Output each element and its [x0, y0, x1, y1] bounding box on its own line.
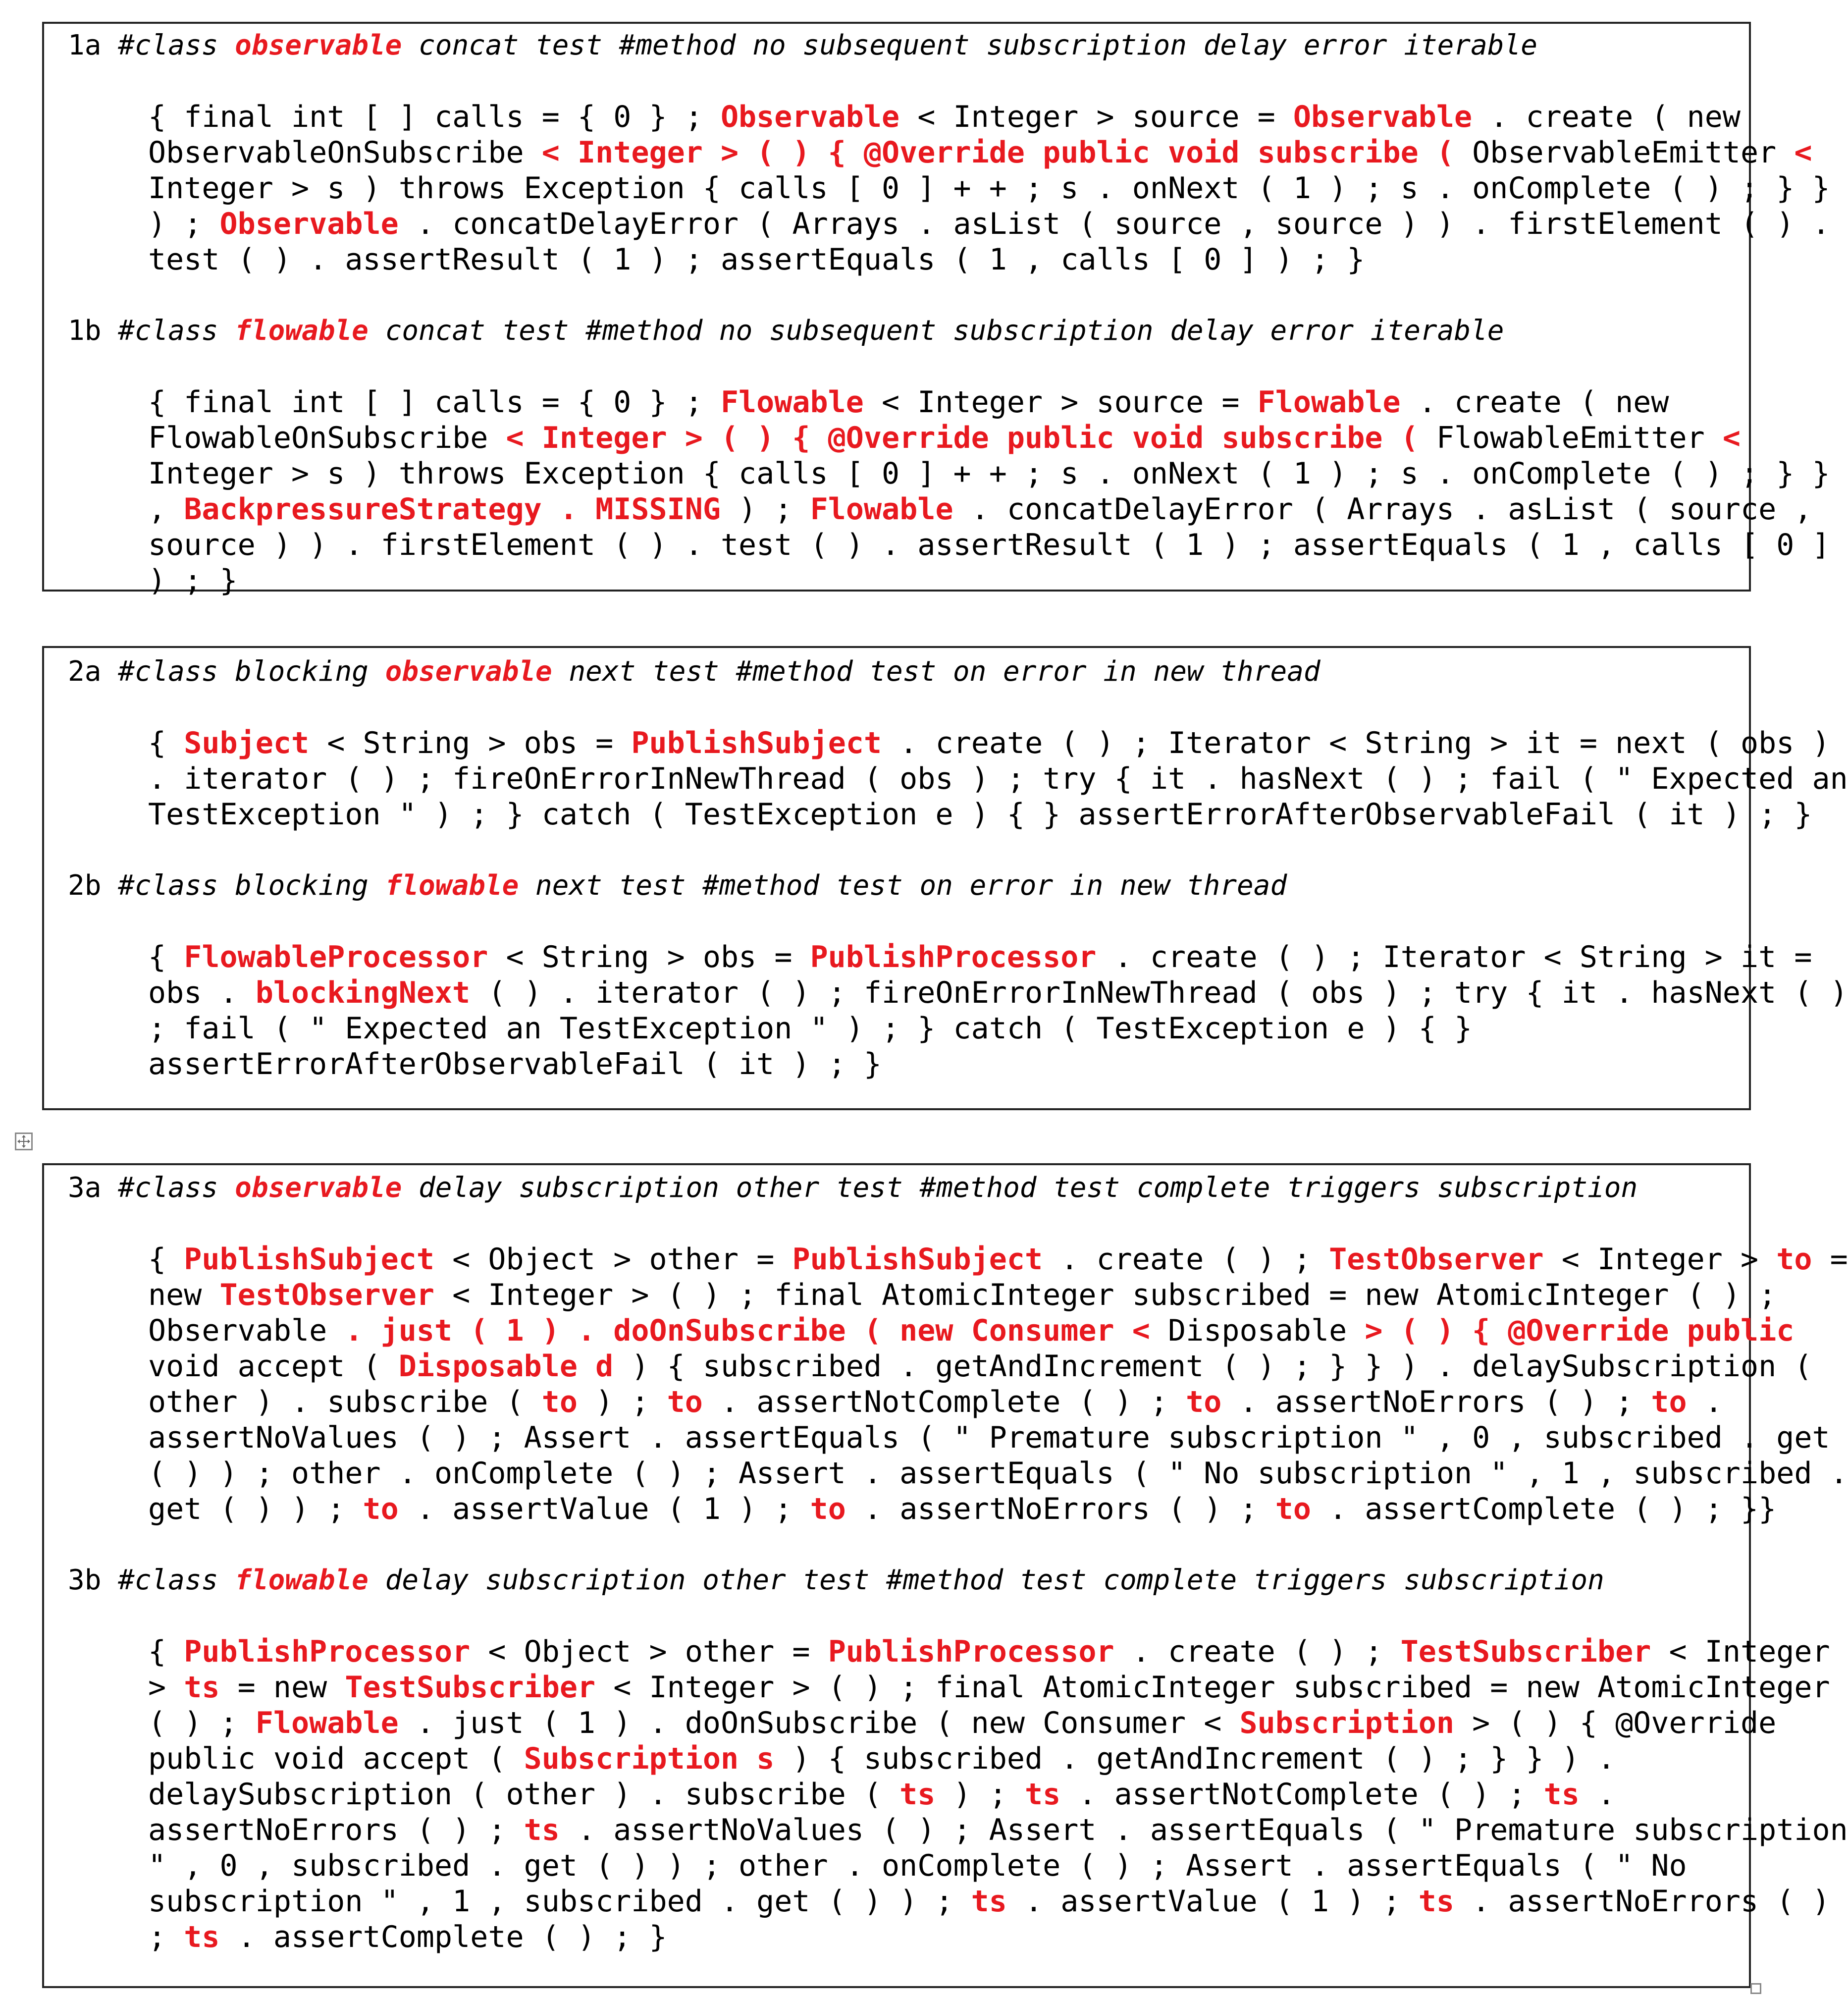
section-label: 1b — [68, 315, 102, 347]
code-block — [44, 939, 1848, 1082]
code-pair-1a — [44, 28, 1830, 277]
code-line — [148, 1384, 1729, 1420]
heading-text: #class blocking — [118, 655, 385, 688]
code-text: ; fail ( " Expected an TestException " ) ; } catch ( TestException e ) { } — [148, 1011, 1473, 1046]
code-highlight: PublishSubject — [184, 1242, 434, 1277]
code-block — [44, 1241, 1848, 1527]
code-text: other ) . subscribe ( — [148, 1385, 542, 1419]
code-text: . just ( 1 ) . doOnSubscribe ( new Consumer < — [398, 1706, 1240, 1740]
code-text: ( ) ) ; other . onComplete ( ) ; Assert . assertEquals ( " No subscription " , 1 , subscribed . — [148, 1456, 1848, 1491]
code-pair-3a — [44, 1170, 1848, 1527]
section-label: 3a — [68, 1172, 102, 1204]
section-heading — [44, 28, 1749, 63]
code-text: . iterator ( ) ; fireOnErrorInNewThread ( obs ) ; try { it . hasNext ( ) ; fail ( " Expected an — [148, 761, 1848, 796]
section-heading — [44, 1170, 1749, 1206]
heading-keyword: flowable — [385, 869, 519, 902]
code-pair-2a — [44, 654, 1848, 832]
code-highlight: Observable — [219, 207, 399, 241]
code-line — [148, 384, 1729, 420]
code-text: Disposable — [1168, 1313, 1347, 1348]
code-highlight: Observable — [1293, 100, 1473, 134]
code-highlight: . just ( 1 ) . doOnSubscribe ( new Consumer < — [327, 1313, 1168, 1348]
code-text: . create ( new — [1400, 385, 1669, 420]
code-line — [148, 725, 1830, 761]
heading-text: #class blocking — [118, 869, 385, 902]
code-highlight: to — [1776, 1242, 1812, 1277]
code-line — [148, 491, 1812, 527]
heading-keyword: flowable — [235, 315, 369, 347]
code-block — [44, 725, 1848, 832]
code-line — [148, 1491, 1777, 1527]
resize-handle-icon[interactable] — [1750, 1983, 1761, 1994]
code-highlight: > ( ) { @Override public — [1347, 1313, 1795, 1348]
code-text: . concatDelayError ( Arrays . asList ( source , — [953, 492, 1812, 527]
code-text: < Integer > ( ) ; final AtomicInteger subscribed = new AtomicInteger ( ) ; — [434, 1278, 1777, 1312]
code-line — [148, 1705, 1777, 1741]
code-text: ) ; — [577, 1385, 667, 1419]
code-text: . create ( ) ; Iterator < String > it = next ( obs ) — [882, 726, 1830, 760]
code-highlight: ts — [184, 1670, 220, 1705]
code-highlight: blockingNext — [255, 975, 471, 1010]
section-label: 3b — [68, 1564, 102, 1596]
code-line — [148, 527, 1830, 563]
code-highlight: ts — [899, 1777, 936, 1812]
code-text: ; — [148, 1920, 184, 1954]
code-text: . — [1687, 1385, 1723, 1419]
code-pair-2b — [44, 868, 1848, 1082]
code-highlight: TestSubscriber — [345, 1670, 596, 1705]
code-text: { — [148, 940, 184, 974]
code-text: = new — [219, 1670, 345, 1705]
code-text: . create ( ) ; — [1043, 1242, 1329, 1277]
code-text: FlowableOnSubscribe — [148, 421, 488, 455]
heading-text: next test #method test on error in new thread — [552, 655, 1320, 688]
heading-text: #class — [118, 29, 235, 61]
code-line — [148, 1011, 1729, 1046]
code-highlight: PublishProcessor — [810, 940, 1097, 974]
code-text: ObservableOnSubscribe — [148, 135, 524, 170]
code-highlight: Observable — [720, 100, 900, 134]
code-text: = — [1812, 1242, 1848, 1277]
code-highlight: Flowable — [1257, 385, 1401, 420]
code-text: . assertNotComplete ( ) ; — [1060, 1777, 1544, 1812]
heading-text: delay subscription other test #method test complete triggers subscription — [402, 1172, 1638, 1204]
code-text: < Integer > — [1543, 1242, 1777, 1277]
code-text: TestException " ) ; } catch ( TestException e ) { } assertErrorAfterObservableFail ( it ) ; } — [148, 797, 1812, 832]
code-highlight: to — [1651, 1385, 1687, 1419]
comparison-box-3 — [42, 1163, 1848, 1988]
code-highlight: Subscription — [1239, 1706, 1455, 1740]
code-highlight: to — [667, 1385, 703, 1419]
code-highlight: to — [363, 1492, 399, 1526]
code-text: . assertComplete ( ) ; }} — [1311, 1492, 1777, 1526]
code-text: source ) ) . firstElement ( ) . test ( ) . assertResult ( 1 ) ; assertEquals ( 1 , calls [ 0 ] — [148, 528, 1830, 562]
code-text: assertErrorAfterObservableFail ( it ) ; } — [148, 1047, 882, 1081]
section-label: 2a — [68, 655, 102, 688]
code-highlight: < Integer > ( ) { @Override public void subscribe ( — [488, 421, 1436, 455]
code-text: < String > obs = — [488, 940, 810, 974]
code-text: ObservableEmitter — [1472, 135, 1777, 170]
code-text: FlowableEmitter — [1436, 421, 1705, 455]
heading-keyword: flowable — [235, 1564, 369, 1596]
code-line — [148, 206, 1830, 242]
code-text: ) ; } — [148, 563, 238, 598]
code-text: . assertValue ( 1 ) ; — [1006, 1884, 1419, 1919]
code-highlight: PublishProcessor — [828, 1634, 1114, 1669]
code-highlight: ts — [524, 1813, 560, 1847]
code-text: Integer > s ) throws Exception { calls [ 0 ] + + ; s . onNext ( 1 ) ; s . onComplete ( ) ; } } — [148, 171, 1830, 206]
code-highlight: Disposable d — [398, 1349, 614, 1384]
code-text: < Integer > source = — [863, 385, 1258, 420]
code-text: . concatDelayError ( Arrays . asList ( source , source ) ) . firstElement ( ) . — [398, 207, 1830, 241]
code-text: void accept ( — [148, 1349, 399, 1384]
code-text: { — [148, 1634, 184, 1669]
code-highlight: < — [1704, 421, 1741, 455]
code-highlight: PublishSubject — [631, 726, 882, 760]
code-line — [148, 242, 1729, 277]
code-text: . assertNoValues ( ) ; Assert . assertEquals ( " Premature subscription — [559, 1813, 1848, 1847]
code-highlight: TestSubscriber — [1400, 1634, 1651, 1669]
code-line — [148, 99, 1741, 135]
section-label: 1a — [68, 29, 102, 61]
code-text: Observable — [148, 1313, 327, 1348]
code-block — [44, 1634, 1848, 1955]
code-highlight: Flowable — [810, 492, 953, 527]
code-text: . create ( new — [1472, 100, 1741, 134]
code-highlight: PublishSubject — [792, 1242, 1043, 1277]
section-heading — [44, 654, 1749, 690]
code-text: . assertComplete ( ) ; } — [219, 1920, 667, 1954]
code-text: < Integer — [1651, 1634, 1830, 1669]
heading-text: delay subscription other test #method test complete triggers subscription — [368, 1564, 1604, 1596]
code-line — [148, 1919, 1729, 1955]
code-highlight: to — [541, 1385, 578, 1419]
code-line — [148, 1634, 1830, 1670]
code-text: ( ) ; — [148, 1706, 256, 1740]
code-highlight: < Integer > ( ) { @Override public void subscribe ( — [524, 135, 1473, 170]
heading-text: concat test #method no subsequent subscription delay error iterable — [402, 29, 1537, 61]
code-text: { — [148, 1242, 184, 1277]
code-line — [148, 1456, 1848, 1491]
code-line — [148, 1777, 1729, 1812]
code-highlight: Flowable — [720, 385, 864, 420]
code-text: ) ; — [148, 207, 220, 241]
code-line — [148, 420, 1741, 456]
code-text: { final int [ ] calls = { 0 } ; — [148, 385, 721, 420]
code-line — [148, 975, 1848, 1011]
code-line — [148, 1884, 1830, 1919]
code-pair-1b — [44, 313, 1830, 598]
code-block — [44, 384, 1830, 598]
code-line — [148, 1848, 1729, 1884]
move-arrows-icon[interactable] — [15, 1133, 33, 1150]
code-highlight: TestObserver — [219, 1278, 434, 1312]
code-line — [148, 1277, 1777, 1313]
code-line — [148, 1313, 1795, 1349]
code-line — [148, 1046, 1729, 1082]
code-text: delaySubscription ( other ) . subscribe ( — [148, 1777, 900, 1812]
code-line — [148, 1670, 1830, 1705]
code-highlight: ts — [971, 1884, 1007, 1919]
code-highlight: FlowableProcessor — [184, 940, 488, 974]
code-highlight: < — [1776, 135, 1812, 170]
code-text: < String > obs = — [309, 726, 632, 760]
heading-text: #class — [118, 1564, 235, 1596]
code-highlight: ts — [1418, 1884, 1455, 1919]
code-line — [148, 170, 1830, 206]
code-text: . assertNoErrors ( ) ; — [845, 1492, 1275, 1526]
code-line — [148, 456, 1830, 491]
code-text: " , 0 , subscribed . get ( ) ) ; other . onComplete ( ) ; Assert . assertEquals ( " No — [148, 1848, 1687, 1883]
code-line — [148, 1241, 1848, 1277]
code-line — [148, 939, 1812, 975]
code-highlight: to — [1186, 1385, 1222, 1419]
section-heading — [44, 1563, 1749, 1598]
code-text: get ( ) ) ; — [148, 1492, 363, 1526]
code-text: public void accept ( — [148, 1741, 524, 1776]
code-text: { — [148, 726, 184, 760]
code-line — [148, 1812, 1848, 1848]
code-text: . create ( ) ; — [1114, 1634, 1401, 1669]
code-text: ) ; — [935, 1777, 1025, 1812]
code-highlight: ts — [1025, 1777, 1061, 1812]
heading-keyword: observable — [235, 1172, 402, 1204]
code-highlight: Subscription s — [524, 1741, 775, 1776]
code-highlight: BackpressureStrategy . MISSING — [184, 492, 721, 527]
code-text: < Integer > ( ) ; final AtomicInteger subscribed = new AtomicInteger — [595, 1670, 1830, 1705]
section-heading — [44, 868, 1749, 904]
section-heading — [44, 313, 1749, 349]
code-highlight: Subject — [184, 726, 310, 760]
code-text: ) { subscribed . getAndIncrement ( ) ; } } ) . — [774, 1741, 1616, 1776]
code-text: subscription " , 1 , subscribed . get ( ) ) ; — [148, 1884, 971, 1919]
code-highlight: to — [1275, 1492, 1312, 1526]
code-line — [148, 1420, 1830, 1456]
code-text: , — [148, 492, 184, 527]
code-text: assertNoValues ( ) ; Assert . assertEquals ( " Premature subscription " , 0 , subscribed . get — [148, 1420, 1830, 1455]
code-text: new — [148, 1278, 220, 1312]
code-text: > — [148, 1670, 184, 1705]
code-line — [148, 761, 1848, 797]
code-highlight: to — [810, 1492, 846, 1526]
code-highlight: Flowable — [255, 1706, 399, 1740]
code-text: . assertValue ( 1 ) ; — [398, 1492, 810, 1526]
code-text: . create ( ) ; Iterator < String > it = — [1096, 940, 1812, 974]
heading-keyword: observable — [235, 29, 402, 61]
code-pair-3b — [44, 1563, 1848, 1955]
code-highlight: ts — [184, 1920, 220, 1954]
section-label: 2b — [68, 869, 102, 902]
code-text: obs . — [148, 975, 256, 1010]
code-text: . assertNotComplete ( ) ; — [702, 1385, 1186, 1419]
code-text: test ( ) . assertResult ( 1 ) ; assertEquals ( 1 , calls [ 0 ] ) ; } — [148, 242, 1365, 277]
code-text: { final int [ ] calls = { 0 } ; — [148, 100, 721, 134]
heading-text: #class — [118, 1172, 235, 1204]
heading-text: concat test #method no subsequent subscription delay error iterable — [368, 315, 1504, 347]
heading-keyword: observable — [385, 655, 552, 688]
code-text: < Object > other = — [470, 1634, 828, 1669]
heading-text: next test #method test on error in new thread — [519, 869, 1287, 902]
code-line — [148, 1349, 1812, 1384]
code-text: ( ) . iterator ( ) ; fireOnErrorInNewThread ( obs ) ; try { it . hasNext ( ) — [470, 975, 1848, 1010]
code-block — [44, 99, 1830, 277]
code-text: Integer > s ) throws Exception { calls [ 0 ] + + ; s . onNext ( 1 ) ; s . onComplete ( ) ; } } — [148, 456, 1830, 491]
code-text: . — [1579, 1777, 1616, 1812]
code-text: assertNoErrors ( ) ; — [148, 1813, 524, 1847]
code-highlight: TestObserver — [1329, 1242, 1544, 1277]
code-text: < Integer > source = — [899, 100, 1293, 134]
comparison-box-1 — [42, 22, 1830, 598]
code-text: < Object > other = — [434, 1242, 792, 1277]
code-line — [148, 135, 1812, 170]
code-line — [148, 797, 1812, 832]
code-text: > ( ) { @Override — [1454, 1706, 1777, 1740]
code-highlight: PublishProcessor — [184, 1634, 471, 1669]
code-line — [148, 1741, 1729, 1777]
code-text: ) { subscribed . getAndIncrement ( ) ; } } ) . delaySubscription ( — [613, 1349, 1812, 1384]
code-text: ) ; — [720, 492, 810, 527]
code-highlight: ts — [1543, 1777, 1580, 1812]
code-text: . assertNoErrors ( ) ; — [1221, 1385, 1651, 1419]
heading-text: #class — [118, 315, 235, 347]
comparison-box-2 — [42, 646, 1848, 1110]
code-text: . assertNoErrors ( ) — [1454, 1884, 1830, 1919]
code-line — [148, 563, 1729, 598]
